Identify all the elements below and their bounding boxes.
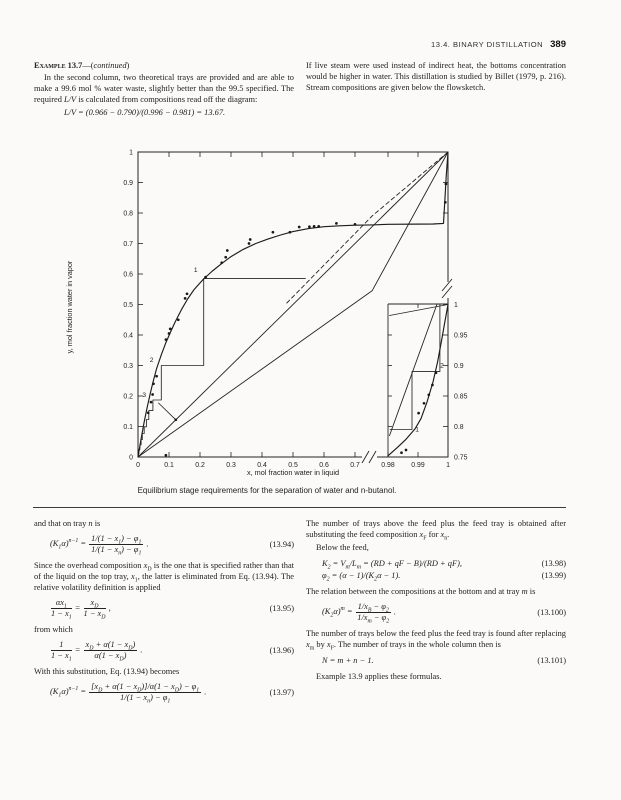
paragraph: The relation between the compositions at the bottom and at tray m is — [306, 587, 536, 596]
equilibrium-data-point — [226, 249, 229, 252]
x-tick-label: 0.3 — [226, 462, 236, 469]
inset-y-tick-label: 0.75 — [454, 454, 468, 462]
equilibrium-data-point — [204, 276, 207, 279]
equilibrium-data-point — [445, 183, 448, 186]
x-tick-label: 0.7 — [350, 462, 360, 469]
example-continued: —(continued) — [82, 61, 130, 70]
equation-number: (13.94) — [269, 540, 294, 549]
stage-label: 2 — [149, 356, 154, 364]
y-tick-label: 0.4 — [123, 332, 133, 340]
stage-steps — [138, 279, 305, 457]
figure-caption: Equilibrium stage requirements for the separation of water and n-butanol. — [137, 486, 397, 495]
paragraph: If live steam were used instead of indirect heat, the bottoms concentration would be higher in water. This distillation is studied by Billet (1979, p. 216). Stream compositions are given below the flowsketch. — [306, 61, 566, 92]
example-heading — [34, 60, 294, 71]
inset-y-tick-label: 0.8 — [454, 423, 464, 431]
equilibrium-data-point — [184, 297, 187, 300]
inset-stage-label: 1 — [415, 426, 419, 434]
inset-stage-label: 2 — [440, 362, 444, 370]
x-tick-label: 0.98 — [381, 462, 395, 469]
section-divider-rule — [33, 507, 566, 508]
y-tick-label: 0.6 — [123, 271, 133, 279]
equation-13-96 — [34, 640, 294, 661]
body-right-column — [306, 518, 566, 682]
example-equation: L/V = (0.966 − 0.790)/(0.996 − 0.981) = 13.67. — [64, 108, 226, 117]
body-left-column — [34, 518, 294, 708]
equation-13-98 — [306, 558, 566, 569]
equation-13-97 — [34, 682, 294, 703]
equilibrium-data-point — [248, 242, 251, 245]
equilibrium-data-point — [155, 375, 158, 378]
example-column — [34, 60, 294, 118]
example-paragraph: In the second column, two theoretical trays are provided and are able to make a 99.6 mol % water waste, slightly better than the 99.5 specified. The required L/V is calculated from compositions read off the diagram: — [34, 73, 294, 104]
equation-math: $(K_1\alpha)^{n-1}$ = $\frac{[x_D + \alpha(1 - x_D)]/\alpha(1 - x_D) - \varphi_1}{1/(1 - x_n) - \varphi_1}$ . — [50, 682, 207, 705]
equation-math: $\varphi_2 = (\alpha - 1)/(K_2\alpha - 1)$. — [322, 571, 401, 583]
equilibrium-data-point — [151, 393, 154, 396]
inset-y-tick-label: 1 — [454, 301, 458, 309]
inset-data-point — [435, 371, 438, 374]
equilibrium-data-point — [354, 223, 357, 226]
inset-y-tick-label: 0.9 — [454, 362, 464, 370]
inset-data-point — [400, 451, 403, 454]
inset-y-tick-label: 0.95 — [454, 332, 468, 340]
inset-plot — [388, 304, 448, 457]
equilibrium-data-point — [224, 256, 227, 259]
equation-13-95 — [34, 598, 294, 619]
axis-breaks — [362, 279, 453, 463]
x-tick-label: 0 — [136, 462, 140, 469]
y-tick-label: 1 — [129, 149, 133, 157]
paragraph: With this substitution, Eq. (13.94) becomes — [34, 667, 180, 676]
inset-diagonal — [390, 305, 449, 316]
x-tick-label: 0.99 — [411, 462, 425, 469]
equilibrium-data-point — [165, 338, 168, 341]
paragraph: from which — [34, 625, 73, 634]
inset-y-tick-label: 0.85 — [454, 393, 468, 401]
equation-math: N = m + n − 1. — [322, 656, 374, 665]
equation-13-99 — [306, 570, 566, 581]
y-tick-label: 0.8 — [123, 210, 133, 218]
example-label: Example 13.7 — [34, 61, 83, 70]
paragraph: Below the feed, — [316, 543, 369, 552]
equation-number: (13.101) — [537, 656, 566, 665]
y-tick-label: 0 — [129, 454, 133, 462]
y-tick-label: 0.9 — [123, 179, 133, 187]
x-tick-label: 0.1 — [164, 462, 174, 469]
stage-label: 3 — [142, 391, 147, 399]
x-tick-label: 1 — [446, 462, 450, 469]
equilibrium-data-point — [272, 231, 275, 234]
inset-data-point — [417, 412, 420, 415]
equilibrium-data-point — [168, 332, 171, 335]
equilibrium-data-point — [335, 222, 338, 225]
inset-data-point — [431, 384, 434, 387]
equilibrium-data-point — [289, 231, 292, 234]
series — [138, 152, 448, 457]
inset-data-point — [423, 402, 426, 405]
stage-label: 1 — [193, 266, 198, 274]
x-axis-label: x, mol fraction water in liquid — [246, 468, 340, 477]
equation-number: (13.95) — [269, 604, 294, 613]
equilibrium-data-point — [313, 225, 316, 228]
paragraph: Since the overhead composition $x_D$ is the one that is specified rather than that of the liquid on the top tray, $x_1$, the latter is eliminated from Eq. (13.94). The relative volatility definition is applied — [34, 561, 294, 592]
chart-svg — [0, 135, 621, 482]
y-tick-label: 0.2 — [123, 393, 133, 401]
paragraph: The number of trays below the feed plus the feed tray is found after replacing $x_m$ by $x_F$. The number of trays in the whole column then is — [306, 629, 566, 652]
equilibrium-data-point — [249, 238, 252, 241]
equilibrium-data-point — [150, 401, 153, 404]
equilibrium-data-point — [308, 225, 311, 228]
equilibrium-data-point — [444, 201, 447, 204]
paragraph: The number of trays above the feed plus the feed tray is obtained after substituting the feed composition $x_F$ for $x_n$. — [306, 519, 566, 542]
equilibrium-data-point — [186, 292, 189, 295]
paragraph: and that on tray n is — [34, 519, 101, 528]
equation-math: $K_2 = V_m/L_m = (RD$ + qF − B)/(RD + qF), — [322, 559, 462, 571]
x-break-gap — [362, 450, 377, 463]
inset-data-point — [427, 393, 430, 396]
equation-13-101 — [306, 655, 566, 666]
x-tick-label: 0.5 — [288, 462, 298, 469]
equation-number: (13.99) — [541, 571, 566, 580]
equilibrium-data-point — [147, 411, 150, 414]
section-title: 13.4. BINARY DISTILLATION — [431, 40, 544, 49]
equation-math: $\frac{\alpha x_1}{1 - x_1}$ = $\frac{x_D}{1 - x_D}$ , — [51, 598, 111, 621]
equilibrium-data-point — [169, 328, 172, 331]
y-axis-label: y, mol fraction water in vapor — [65, 260, 74, 354]
y-tick-label: 0.3 — [123, 362, 133, 370]
marker-point — [174, 418, 177, 421]
inset-data-point — [405, 449, 408, 452]
feed-line — [159, 403, 176, 420]
equation-math: $\frac{1}{1 - x_1}$ = $\frac{x_D + \alpha(1 - x_D)}{\alpha(1 - x_D)}$ . — [51, 640, 143, 663]
x-tick-label: 0.6 — [319, 462, 329, 469]
equation-math: $(K_1\alpha)^{n-1}$ = $\frac{1/(1 - x_1) - \varphi_1}{1/(1 - x_n) - \varphi_1}$ . — [50, 534, 149, 557]
y-tick-label: 0.5 — [123, 301, 133, 309]
equilibrium-data-point — [298, 226, 301, 229]
equilibrium-data-point — [317, 225, 320, 228]
equation-13-100 — [306, 602, 566, 623]
x-tick-label: 0.4 — [257, 462, 267, 469]
marker-point — [165, 454, 168, 457]
x-tick-label: 0.2 — [195, 462, 205, 469]
equation-number: (13.96) — [269, 646, 294, 655]
running-head — [431, 39, 566, 50]
equation-number: (13.100) — [537, 608, 566, 617]
paragraph: Example 13.9 applies these formulas. — [316, 672, 442, 681]
equilibrium-data-point — [177, 318, 180, 321]
equation-number: (13.97) — [269, 688, 294, 697]
equation-number: (13.98) — [541, 559, 566, 568]
equilibrium-data-point — [220, 261, 223, 264]
y-tick-label: 0.7 — [123, 240, 133, 248]
inset-operating-line — [390, 305, 437, 436]
inset-stage-steps — [390, 305, 440, 430]
figure-mccabe-thiele — [0, 135, 621, 482]
equation-13-94 — [34, 534, 294, 555]
intro-right-column — [306, 60, 566, 93]
diagonal-dashed-line — [287, 152, 448, 303]
equation-math: $(K_2\alpha)^m$ = $\frac{1/x_B - \varphi_2}{1/x_m - \varphi_2}$ . — [322, 602, 397, 625]
equilibrium-data-point — [152, 382, 155, 385]
page-number: 389 — [550, 39, 566, 50]
y-tick-label: 0.1 — [123, 423, 133, 431]
